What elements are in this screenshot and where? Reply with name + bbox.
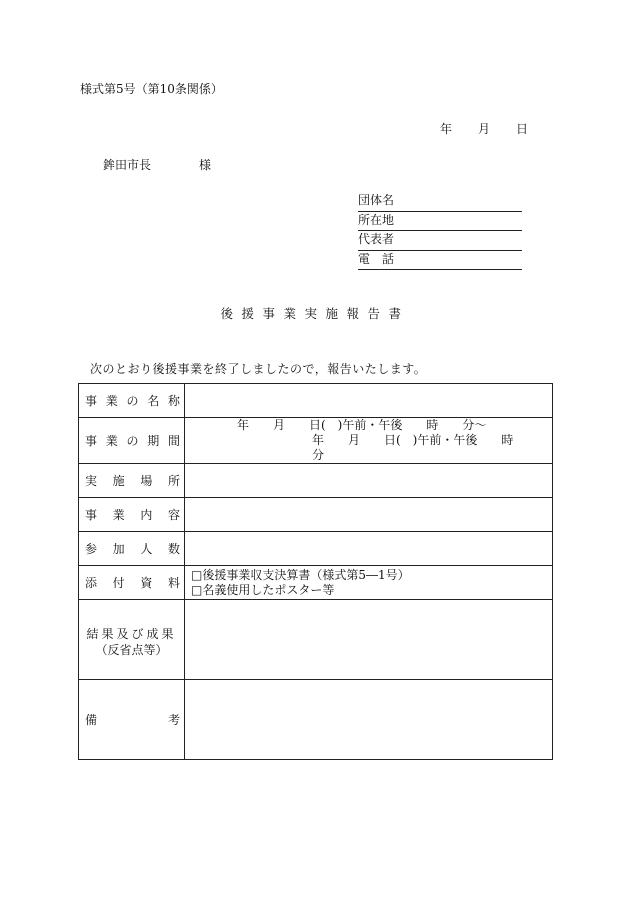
label-char: 付 [112, 576, 125, 590]
label-char: 業 [105, 434, 118, 448]
venue-label [79, 472, 184, 489]
participants-value [185, 532, 553, 566]
event-name-label [79, 392, 184, 409]
content-value [185, 498, 553, 532]
results-label [79, 600, 184, 658]
addressee-name: 鉾田市長 [103, 158, 152, 172]
table-row-event-name [79, 384, 553, 418]
label-char: 人 [140, 542, 153, 556]
date-day: 日 [516, 122, 529, 136]
label-char: 加 [112, 542, 125, 556]
date-month: 月 [478, 122, 491, 136]
label-char: 名 [147, 394, 160, 408]
applicant-block [358, 192, 522, 270]
table-row-period [79, 418, 553, 464]
intro-text: 次のとおり後援事業を終了しましたので，報告いたします。 [90, 362, 427, 376]
label-char: 施 [112, 474, 125, 488]
venue-value [185, 464, 553, 498]
table-row-results [79, 600, 553, 680]
label-char: 期 [147, 434, 160, 448]
label-char: の [126, 434, 139, 448]
label-char: 資 [140, 576, 153, 590]
label-char: 内 [140, 508, 153, 522]
form-number: 様式第5号（第10条関係） [80, 82, 223, 96]
document-title: 後援事業実施報告書 [220, 306, 410, 321]
label-char: 数 [167, 542, 180, 556]
applicant-org-name-field: 団体名 [358, 192, 522, 212]
label-char: 事 [85, 394, 98, 408]
table-row-attachments [79, 566, 553, 600]
label-char: 間 [167, 434, 180, 448]
applicant-address-field: 所在地 [358, 212, 522, 232]
label-char: 業 [112, 508, 125, 522]
label-char: 所 [167, 474, 180, 488]
date-year: 年 [440, 122, 453, 136]
event-name-value [185, 384, 553, 418]
results-value [185, 600, 553, 680]
attachment-item-settlement: □後援事業収支決算書（様式第5―1号） [191, 568, 410, 582]
attachment-item-poster: □名義使用したポスター等 [191, 583, 335, 597]
attachments-label [79, 574, 184, 591]
attachments-value [185, 566, 553, 600]
period-label [79, 432, 184, 449]
table-row-remarks [79, 680, 553, 760]
remarks-label [79, 711, 184, 728]
remarks-label-char1: 備 [85, 713, 98, 727]
label-char: 料 [167, 576, 180, 590]
label-char: 事 [85, 508, 98, 522]
period-end: 年 月 日( )午前・午後 時 分 [312, 433, 538, 462]
results-label-line2: （反省点等） [95, 643, 168, 657]
table-row-content [79, 498, 553, 532]
remarks-label-char2: 考 [167, 713, 180, 727]
applicant-phone-field: 電 話 [358, 251, 522, 271]
remarks-value [185, 680, 553, 760]
label-char: 参 [85, 542, 98, 556]
content-label [79, 506, 184, 523]
addressee [103, 156, 211, 173]
label-char: の [126, 394, 139, 408]
results-label-line1: 結果及び成果 [86, 627, 177, 641]
participants-label [79, 540, 184, 557]
label-char: 業 [105, 394, 118, 408]
label-char: 称 [167, 394, 180, 408]
label-char: 事 [85, 434, 98, 448]
label-char: 実 [85, 474, 98, 488]
label-char: 容 [167, 508, 180, 522]
period-value [185, 418, 553, 464]
table-row-venue [79, 464, 553, 498]
addressee-honorific: 様 [199, 158, 212, 172]
report-table [78, 383, 553, 760]
date-line [440, 120, 528, 137]
applicant-representative-field: 代表者 [358, 231, 522, 251]
table-row-participants [79, 532, 553, 566]
period-start: 年 月 日( )午前・午後 時 分〜 [237, 418, 487, 432]
label-char: 添 [85, 576, 98, 590]
label-char: 場 [140, 474, 153, 488]
